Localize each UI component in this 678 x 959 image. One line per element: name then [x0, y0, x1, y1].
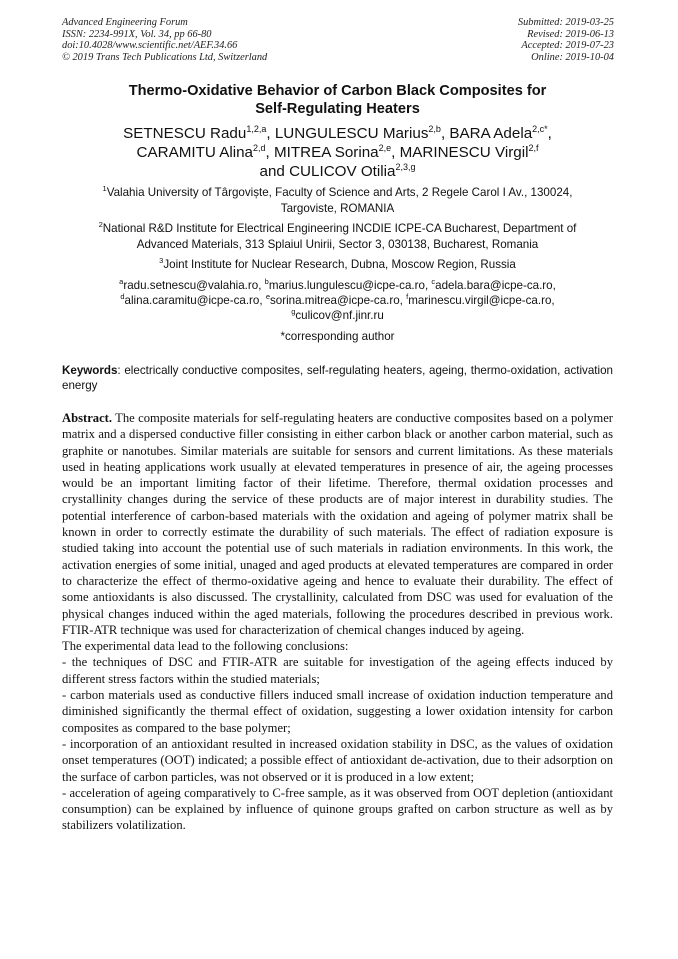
paper-title — [60, 82, 615, 118]
author-separator: , — [440, 125, 450, 142]
journal-info — [62, 17, 267, 63]
email-line-3 — [60, 308, 615, 323]
author-affiliation-marker: 1,2,a — [246, 124, 267, 134]
issn-volume: ISSN: 2234-991X, Vol. 34, pp 66-80 — [62, 28, 212, 40]
abstract-section — [62, 410, 613, 834]
author-line-2 — [60, 143, 615, 162]
accepted-date: Accepted: 2019-07-23 — [521, 40, 614, 52]
email-marker: g — [291, 307, 296, 316]
author-separator: , — [547, 125, 552, 142]
affiliation-text: National R&D Institute for Electrical Engineering INCDIE ICPE-CA Bucharest, Department of — [102, 222, 577, 235]
author-affiliation-marker: 2,b — [428, 124, 441, 134]
online-date: Online: 2019-10-04 — [531, 51, 614, 63]
keywords-label: Keywords — [62, 364, 118, 377]
email-marker: e — [265, 292, 270, 301]
affiliation-line — [60, 185, 615, 201]
copyright: © 2019 Trans Tech Publications Ltd, Switzerland — [62, 51, 268, 63]
affiliation-text: Valahia University of Târgoviște, Faculty of Science and Arts, 2 Regele Carol I Av., 130024, — [106, 186, 573, 199]
journal-name: Advanced Engineering Forum — [62, 17, 188, 28]
author-affiliation-marker: 2,e — [378, 143, 392, 153]
submitted-date: Submitted: 2019-03-25 — [517, 17, 614, 28]
revised-date: Revised: 2019-06-13 — [527, 28, 614, 40]
author-emails — [60, 278, 615, 323]
email-address: radu.setnescu@valahia.ro, — [123, 279, 265, 292]
email-address: marius.lungulescu@icpe-ca.ro, — [268, 279, 432, 292]
author-affiliation-marker: 2,c* — [532, 124, 548, 134]
author-name: MARINESCU Virgil — [399, 144, 529, 161]
email-address: marinescu.virgil@icpe-ca.ro, — [408, 294, 555, 307]
affiliation-3 — [60, 257, 615, 273]
email-address: adela.bara@icpe-ca.ro, — [435, 279, 556, 292]
keywords-text: : electrically conductive composites, self-regulating heaters, ageing, thermo-oxidation, activation energy — [62, 364, 613, 392]
abstract-body: The composite materials for self-regulating heaters are conductive composites based on a polymer matrix and a dispersed conductive filler consisting in either carbon black or another carbon material, such as graphite or nanotubes. Similar materials are suitable for sensors and current limitations. As these materials used in heating applications work usually at elevated temperatures in presence of air, the ageing processes would be an important limiting factor of their lifetime. Therefore, thermal oxidation processes and crystallinity changes during the service of these products are of major interest in durability studies. The potential interference of carbon-based materials with the oxidation and ageing of polymer matrix shall be known in order to correctly estimate the durability of such materials. The effect of radiation exposure is studied taking into account the potential use of such materials in radiation environments. In this work, the activation energies of some initial, unaged and aged products at elevated temperatures are compared in order to characterize the effect of thermo-oxidative ageing and hence to evaluate their durability. The effect of some antioxidants is also discussed. The crystallinity, calculated from DSC was used for evaluation of the physical changes induced within the aged materials, following the procedures described in previous work. FTIR-ATR technique was used for characterization of chemical changes induced by ageing. — [62, 411, 613, 637]
email-marker: d — [120, 292, 125, 301]
doi: doi:10.4028/www.scientific.net/AEF.34.66 — [62, 40, 238, 52]
email-marker: b — [264, 277, 269, 286]
author-separator: , — [265, 144, 274, 161]
email-line-2 — [60, 293, 615, 308]
abstract-paragraph — [62, 410, 613, 638]
conclusion-item: - carbon materials used as conductive fillers induced small increase of oxidation induction temperature and diminished significantly the thermal effect of oxidation, suggesting a lower oxidation intensity for carbon composites as compared to the base polymer; — [62, 688, 613, 735]
email-address: alina.caramitu@icpe-ca.ro, — [124, 294, 266, 307]
author-separator: , — [391, 144, 400, 161]
email-line-1 — [60, 278, 615, 293]
conclusion-item: - the techniques of DSC and FTIR-ATR are suitable for investigation of the ageing effects induced by different stress factors within the studied materials; — [62, 655, 613, 686]
affiliation-text: Joint Institute for Nuclear Research, Dubna, Moscow Region, Russia — [163, 258, 516, 271]
publication-dates — [518, 17, 614, 63]
author-line-3 — [60, 162, 615, 181]
corresponding-author-note: *corresponding author — [280, 330, 395, 343]
affiliation-marker: 1 — [102, 184, 107, 193]
email-address: sorina.mitrea@icpe-ca.ro, — [269, 294, 407, 307]
affiliation-2 — [60, 221, 615, 252]
affiliation-line — [60, 221, 615, 237]
author-affiliation-marker: 2,f — [528, 143, 539, 153]
author-name: and CULICOV Otilia — [259, 163, 396, 180]
author-name: CARAMITU Alina — [136, 144, 253, 161]
affiliation-marker: 2 — [98, 220, 103, 229]
author-affiliation-marker: 2,d — [253, 143, 266, 153]
email-marker: c — [431, 277, 436, 286]
affiliation-line: Targoviste, ROMANIA — [280, 201, 395, 215]
author-list — [60, 124, 615, 181]
author-separator: , — [266, 125, 275, 142]
author-name: BARA Adela — [449, 125, 533, 142]
affiliation-line: Advanced Materials, 313 Splaiul Unirii, Sector 3, 030138, Bucharest, Romania — [136, 237, 539, 251]
conclusions-intro: The experimental data lead to the following conclusions: — [62, 639, 349, 654]
affiliation-1 — [60, 185, 615, 216]
email-marker: f — [406, 292, 409, 301]
title-line-1: Thermo-Oxidative Behavior of Carbon Black Composites for — [128, 83, 547, 99]
email-address: culicov@nf.jinr.ru — [295, 309, 384, 322]
keywords-section — [62, 364, 613, 394]
conclusion-item: - acceleration of ageing comparatively to C-free sample, as it was observed from OOT depletion (antioxidant consumption) can be explained by influence of quinone groups grafted on carbon structure as well as by stabilizers volatilization. — [62, 785, 613, 833]
email-marker: a — [119, 277, 124, 286]
author-name: LUNGULESCU Marius — [274, 125, 429, 142]
affiliation-marker: 3 — [159, 256, 164, 265]
affiliation-line — [60, 257, 615, 273]
author-line-1 — [60, 124, 615, 143]
author-name: MITREA Sorina — [273, 144, 379, 161]
author-affiliation-marker: 2,3,g — [395, 162, 416, 172]
abstract-label: Abstract. — [62, 411, 113, 425]
title-line-2: Self-Regulating Heaters — [255, 101, 420, 117]
conclusion-item: - incorporation of an antioxidant resulted in increased oxidation stability in DSC, as the values of oxidation onset temperatures (OOT) indicated; a possible effect of antioxidant de-activation, due to their adsorption on the surface of carbon particles, was not observed or it is produced in a low extent; — [62, 736, 613, 784]
author-name: SETNESCU Radu — [123, 125, 247, 142]
